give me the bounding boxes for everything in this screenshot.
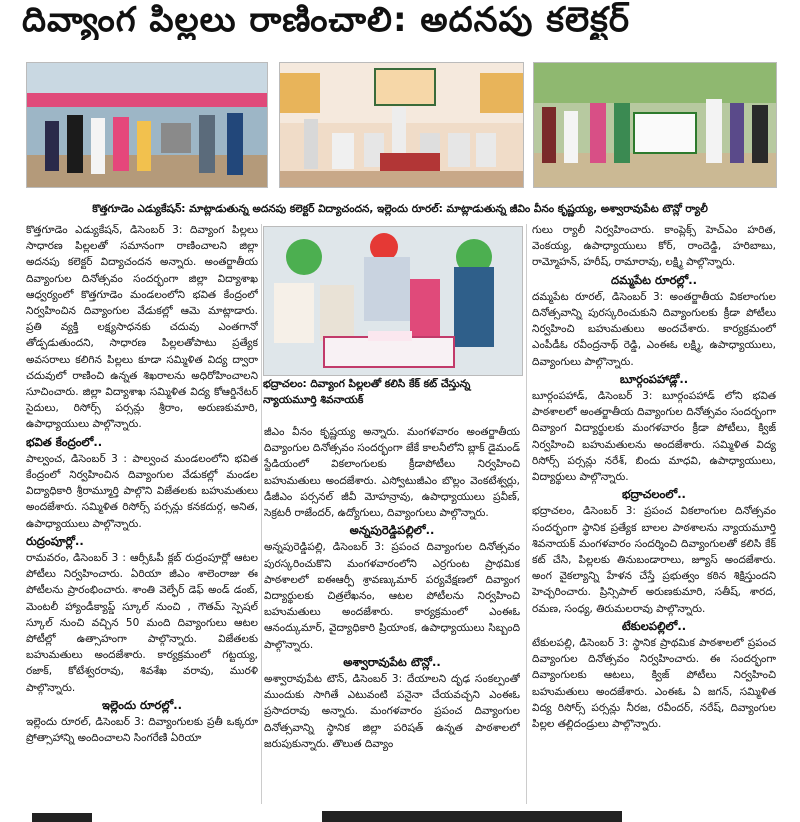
col3-para-2: దమ్మపేట రూరల్, డిసెంబర్ 3: అంతర్జాతీయ వికలాంగుల దినోత్సవాన్ని పురస్కరించుకుని దివ్యాంగులకు క్రీడా పోటీలు నిర్వహించి బహుమతులు అందచేశారు. కార్యక్రమంలో ఎంపీడీఓ రవీంద్రనాథ్ రెడ్డి, ఎంఈఓ లక్ష్మి, ఉపాధ్యాయులు, దివ్యాంగులు పాల్గొన్నారు. xyxy=(532,290,776,368)
photo-yellandu xyxy=(279,62,524,188)
photo-caption-bar: కొత్తగూడెం ఎడ్యుకేషన్: మాట్లాడుతున్న అదనపు కలెక్టర్ విద్యాచందన, ఇల్లెందు రూరల్: మాట్లాడుతున్న జీవిం వీనం కృష్ణయ్య, అశ్వారావుపేట టౌన్లో ర్యాలీ xyxy=(92,203,708,215)
next-article-strip xyxy=(22,808,782,822)
center-photo xyxy=(263,226,523,376)
headline: దివ్యాంగ పిల్లలు రాణించాలి: అదనపు కలెక్టర్ xyxy=(22,0,630,40)
photo-aswaraopeta xyxy=(533,62,777,188)
center-photo-caption: భద్రాచలం: దివ్యాంగ పిల్లలతో కలిసి కేక్ కట్ చేస్తున్న న్యాయమూర్తి శివనాయక్ xyxy=(263,378,471,406)
col3-para-3: బూర్గంపహాడ్, డిసెంబర్ 3: బూర్గంపహాడ్ లోని భవిత పాఠశాలలో అంతర్జాతీయ దివ్యాంగుల దినోత్సవం సందర్భంగా దివ్యాంగ విద్యార్థులకు మంగళవారం క్రీడా పోటీలు, క్విజ్ నిర్వహించి బహుమతులను అందజేశారు. సమ్మిళిత విద్య రిసోర్స్ పర్సన్లు నరేశ్, బిందు మాధవి, ఉపాధ్యాయులు, విద్యార్థులు పాల్గొన్నారు. xyxy=(532,390,776,484)
column-divider-1 xyxy=(261,224,262,804)
col1-para-1: కొత్తగూడెం ఎడ్యుకేషన్, డిసెంబర్ 3: దివ్యాంగ పిల్లలు సాధారణ పిల్లలతో సమానంగా రాణించాలని జిల్లా అదనపు కలెక్టర్ విద్యాచందన అన్నారు. అంతర్జాతీయ దివ్యాంగుల దినోత్సవం సందర్భంగా జిల్లా విద్యాశాఖ ఆధ్వర్యంలో కొత్తగూడెం మండలంలోని భవిత కేంద్రంలో నిర్వహించిన దివ్యాంగుల వేడుకల్లో ఆమె మాట్లాడారు. ప్రతి వ్యక్తి లక్ష్యసాధనకు చదువు ఎంతగానో తోడ్పడుతుందని, సాధారణ పిల్లలతోపాటు ప్రత్యేక అవసరాలు కలిగిన పిల్లలు కూడా సమ్మిళిత విద్య ద్వారా చదువులో రాణించి ఉన్నత శిఖరాలను అధిరోహించాలని సూచించారు. జిల్లా విద్యాశాఖ సమ్మిళిత విద్య కోఆర్డినేటర్ సైదులు, రిసోర్స్ పర్సన్లు శ్రీరాం, అరుణకుమారి, ఉపాధ్యాయులు పాల్గొన్నారు. xyxy=(26,224,258,431)
photo-education-image xyxy=(27,63,267,187)
col3-subhead-burgampahad: బూర్గంపహాడ్లో.. xyxy=(619,371,689,386)
column-2 xyxy=(264,424,520,806)
column-3 xyxy=(532,222,776,808)
center-photo-image xyxy=(264,227,522,375)
col2-para-3: అశ్వారావుపేట టౌన్, డిసెంబర్ 3: దేయాలని దృఢ సంకల్పంతో ముందుకు సాగితే ఎటువంటి పనైనా చేయవచ్చని ఎంఈఓ ప్రసాదరావు అన్నారు. మంగళవారం ప్రపంచ దివ్యాంగుల దినోత్సవాన్ని స్థానిక జిల్లా పరిషత్ ఉన్నత పాఠశాలలో జరుపుకున్నారు. తొలుత దివ్యాం xyxy=(264,673,520,750)
col1-subhead-bhavita: భవిత కేంద్రంలో.. xyxy=(26,434,103,449)
column-divider-2 xyxy=(526,224,527,804)
photo-aswaraopeta-image xyxy=(534,63,776,187)
col3-subhead-dammapeta: దమ్మపేట రూరల్లో.. xyxy=(611,272,697,287)
col3-para-1: గులు ర్యాలీ నిర్వహించారు. కాంప్లెక్స్ హెచ్ఎం హరిత, వెంకయ్య, ఉపాధ్యాయులు కోర్, రాందెడ్డి, హరిబాబు, రామ్మోహన్, హరీష్, రామారావు, లక్ష్మి పాల్గొన్నారు. xyxy=(532,224,776,269)
col3-para-5: టేకులపల్లి, డిసెంబర్ 3: స్థానిక ప్రాథమిక పాఠశాలలో ప్రపంచ దివ్యాంగుల దినోత్సవం నిర్వహించారు. ఈ సందర్భంగా దివ్యాంగులకు ఆటలు, క్విజ్ పోటీలు నిర్వహించి బహుమతులు అందజేశారు. ఎంఈఓ ఏ జగన్, సమ్మిళిత విద్య రిసోర్స్ పర్సన్లు నీరజ, రవీందర్, నరేష్, దివ్యాంగుల పిల్లల తల్లిదండ్రులు పాల్గొన్నారు. xyxy=(532,637,776,731)
column-1 xyxy=(26,222,258,808)
col1-para-2: పాల్వంచ, డిసెంబర్ 3 : పాల్వంచ మండలంలోని భవిత కేంద్రంలో నిర్వహించిన దివ్యాంగుల వేడుకల్లో మండల విద్యాధికారి శ్రీరామ్మూర్తి పాల్గొని విజేతలకు బహుమతులు అందజేశారు. సమ్మిళిత రిసోర్స్ పర్సన్లు కనకదుర్గ, అనిత, ఉపాధ్యాయులు పాల్గొన్నారు. xyxy=(26,452,258,530)
col3-para-4: భద్రాచలం, డిసెంబర్ 3: ప్రపంచ వికలాంగుల దినోత్సవం సందర్భంగా స్థానిక ప్రత్యేక బాలల పాఠశాలను న్యాయమూర్తి శివనాయక్ మంగళవారం సందర్శించి దివ్యాంగులతో కలిసి కేక్ కట్ చేసి, పిల్లలకు తినుబండారాలు, జ్యూస్ అందజేశారు. అంగ వైకల్యాన్ని హేళన చేస్తే ప్రభుత్వం కఠిన శిక్షిస్తుందని హెచ్చరించారు. ప్రిన్సిపాల్ అరుణకుమారి, సతీష్, శారద, రమణ, సంధ్య, తిరుమలరావు పాల్గొన్నారు. xyxy=(532,505,776,615)
col1-para-4: ఇల్లెందు రూరల్, డిసెంబర్ 3: దివ్యాంగులకు ప్రతీ ఒక్కరూ ప్రోత్సాహాన్ని అందించాలని సింగరేణి ఏరియా xyxy=(26,716,258,745)
col2-para-2: అన్నపురెడ్డిపల్లి, డిసెంబర్ 3: ప్రపంచ దివ్యాంగుల దినోత్సవం పురస్కరించుకొని మంగళవారంలోని ఎర్రగుంట ప్రాథమిక పాఠశాలలో ఐఈఆర్పీ శ్రావణ్కుమార్ పర్యవేక్షణలో దివ్యాంగ విద్యార్థులకు చిత్రలేఖనం, ఆటల పోటీలను నిర్వహించి బహుమతులు అందజేశారు. కార్యక్రమంలో ఎంఈఓ ఆనంద్కుమార్, వైద్యాధికారి ప్రియాంక, ఉపాధ్యాయులు సిబ్బంది పాల్గొన్నారు. xyxy=(264,541,520,651)
col2-subhead-aswaraopeta: అశ్వారావుపేట టౌన్లో.. xyxy=(343,654,441,669)
col2-para-1: జీఎం వీనం కృష్ణయ్య అన్నారు. మంగళవారం అంతర్జాతీయ దివ్యాంగుల దినోత్సవం సందర్భంగా జేకే కాలనీలోని బ్లాక్ డైమండ్ స్టేడియంలో వికలాంగులకు క్రీడాపోటీలు నిర్వహించి బహుమతులు అందజేశారు. ఎస్వోటుజీఎం బొల్లం వెంకటేశ్వర్లు, డీజీఎం పర్సనల్ జీవీ మోహన్రావు, ఉపాధ్యాయులు ప్రవీణ్, సెక్రటరీ రాజేందర్, ఉద్యోగులు, దివ్యాంగులు పాల్గొన్నారు. xyxy=(264,426,520,520)
col3-subhead-bhadrachalam: భద్రాచలంలో.. xyxy=(622,487,686,502)
photo-education xyxy=(26,62,268,188)
col1-subhead-rudrampur: రుద్రంపూర్లో.. xyxy=(26,533,84,548)
col3-subhead-tekulapalli: టేకులపల్లిలో.. xyxy=(621,618,687,633)
col1-subhead-yellandu: ఇల్లెందు రూరల్లో.. xyxy=(102,697,182,712)
col1-para-3: రామవరం, డిసెంబర్ 3 : ఆర్సీఓపీ క్లబ్ రుద్రంపూర్లో ఆటల పోటీలు నిర్వహించారు. ఏరియా జీఎం శాలెంరాజు ఈ పోటీలను ప్రారంభించారు. శాంతి వెల్ఫేర్ డెఫ్ అండ్ డంబ్, మెంటలీ హ్యాండీక్యాప్డ్ స్కూల్ నుంచి , గౌతమ్ స్పెషల్ స్కూల్ నుంచి వచ్చిన 50 మంది దివ్యాంగులు ఆటల పోటీల్లో ఉత్సాహంగా పాల్గొన్నారు. విజేతలకు బహుమతులు అందజేశారు. కార్యక్రమంలో గట్టయ్య, రజాక్, కోటేశ్వరరావు, శివశేఖ వరావు, మురళి పాల్గొన్నారు. xyxy=(26,552,258,694)
col2-subhead-annapureddypalli: అన్నపురెడ్డిపల్లిలో.. xyxy=(349,523,435,538)
next-article-fragment xyxy=(22,809,782,822)
photo-yellandu-image xyxy=(280,63,523,187)
